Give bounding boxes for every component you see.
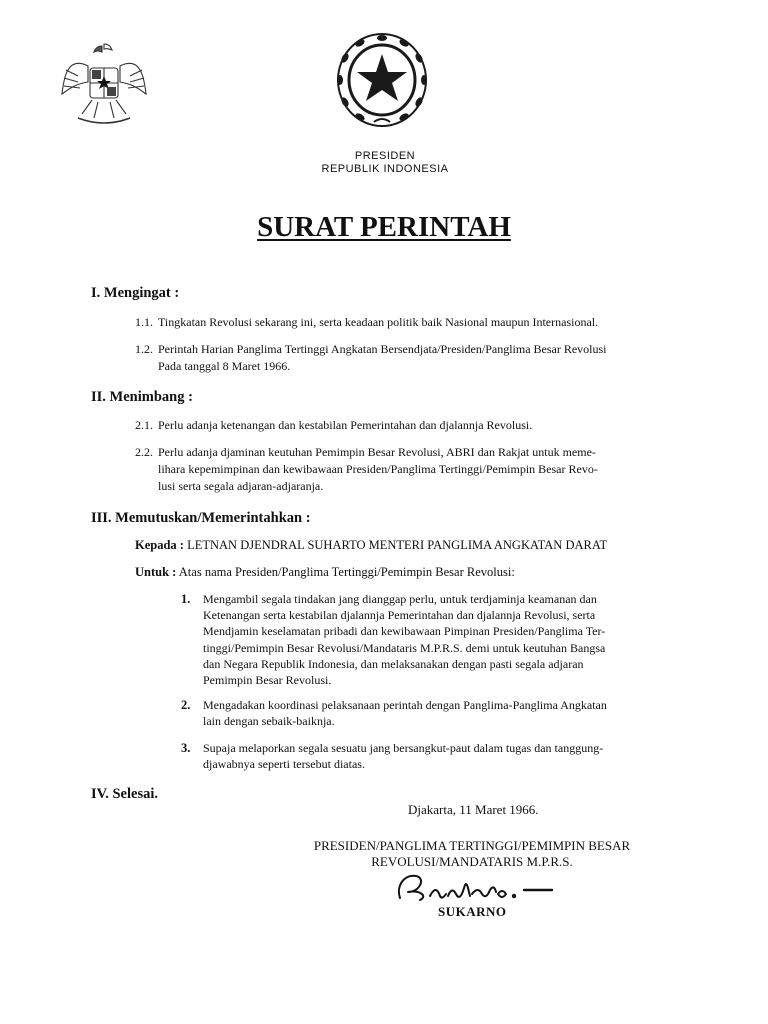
document-title [0,210,768,244]
item-text [158,341,658,375]
order-number: 2. [181,698,191,712]
item-text [158,417,658,434]
kepada-text: LETNAN DJENDRAL SUHARTO MENTERI PANGLIMA ANGKATAN DARAT [187,538,608,552]
signer-name: SUKARNO [438,904,507,919]
item-line: Perintah Harian Panglima Tertinggi Angkatan Bersendjata/Presiden/Panglima Besar Revolusi [158,342,607,356]
order-line: djawabnya seperti tersebut diatas. [203,757,365,772]
item-text [158,314,658,331]
order-line: Mengambil segala tindakan jang dianggap perlu, untuk terdjaminja keamanan dan [203,592,597,606]
place-date: Djakarta, 11 Maret 1966. [408,802,539,817]
untuk-label: Untuk : [135,565,177,579]
order-text [203,740,663,772]
section-heading-menimbang: II. Menimbang : [91,389,193,405]
item-number: 1.2. [135,342,153,356]
signer-position [300,838,644,870]
section-heading-memutuskan: III. Memutuskan/Memerintahkan : [91,510,311,526]
order-line: Ketenangan serta kestabilan djalannja Pemerintahan dan djalannja Revolusi, serta [203,608,596,623]
item-line: Pada tanggal 8 Maret 1966. [158,359,291,373]
order-text [203,591,663,688]
garuda-pancasila-emblem-icon [58,36,150,132]
order-number: 1. [181,592,191,606]
order-line: dan Negara Republik Indonesia, dan melaksanakan dengan pasti segala adjaran [203,656,584,671]
order-text [203,697,663,729]
item-number: 1.1. [135,315,153,329]
untuk-line [135,564,515,581]
item-line: Perlu adanja djaminan keutuhan Pemimpin Besar Revolusi, ABRI dan Rakjat untuk meme- [158,445,596,459]
office-line-2: REPUBLIK INDONESIA [321,163,449,175]
section-heading-mengingat: I. Mengingat : [91,285,180,301]
handwritten-signature [390,868,560,908]
item-text [158,444,658,495]
item-line: lihara kepemimpinan dan kewibawaan Presiden/Panglima Tertinggi/Pemimpin Besar Revo- [158,462,598,476]
position-line-1: PRESIDEN/PANGLIMA TERTINGGI/PEMIMPIN BESAR [313,838,631,853]
order-line: Mengadakan koordinasi pelaksanaan perintah dengan Panglima-Panglima Angkatan [203,698,607,712]
order-number: 3. [181,741,191,755]
kepada-line [135,537,607,554]
section-heading-selesai: IV. Selesai. [91,786,159,802]
order-line: Supaja melaporkan segala sesuatu jang bersangkut-paut dalam tugas dan tanggung- [203,741,604,755]
office-heading [300,150,470,176]
order-line: tinggi/Pemimpin Besar Revolusi/Mandataris M.P.R.S. demi untuk keutuhan Bangsa [203,640,606,655]
item-line: lusi serta segala adjaran-adjaranja. [158,479,324,493]
document-title-text: SURAT PERINTAH [257,211,511,243]
item-number: 2.2. [135,445,153,459]
order-line: Pemimpin Besar Revolusi. [203,673,332,688]
order-line: lain dengan sebaik-baiknja. [203,714,335,729]
untuk-text: Atas nama Presiden/Panglima Tertinggi/Pemimpin Besar Revolusi: [178,565,515,579]
item-line: Tingkatan Revolusi sekarang ini, serta keadaan politik baik Nasional maupun Internasional. [158,315,599,329]
item-number: 2.1. [135,418,153,432]
office-line-1: PRESIDEN [354,150,416,162]
order-line: Mendjamin keselamatan pribadi dan kewibawaan Pimpinan Presiden/Panglima Ter- [203,624,606,639]
presidential-seal-icon [334,30,430,130]
item-line: Perlu adanja ketenangan dan kestabilan Pemerintahan dan djalannja Revolusi. [158,418,533,432]
kepada-label: Kepada : [135,538,184,552]
position-line-2: REVOLUSI/MANDATARIS M.P.R.S. [371,854,573,869]
